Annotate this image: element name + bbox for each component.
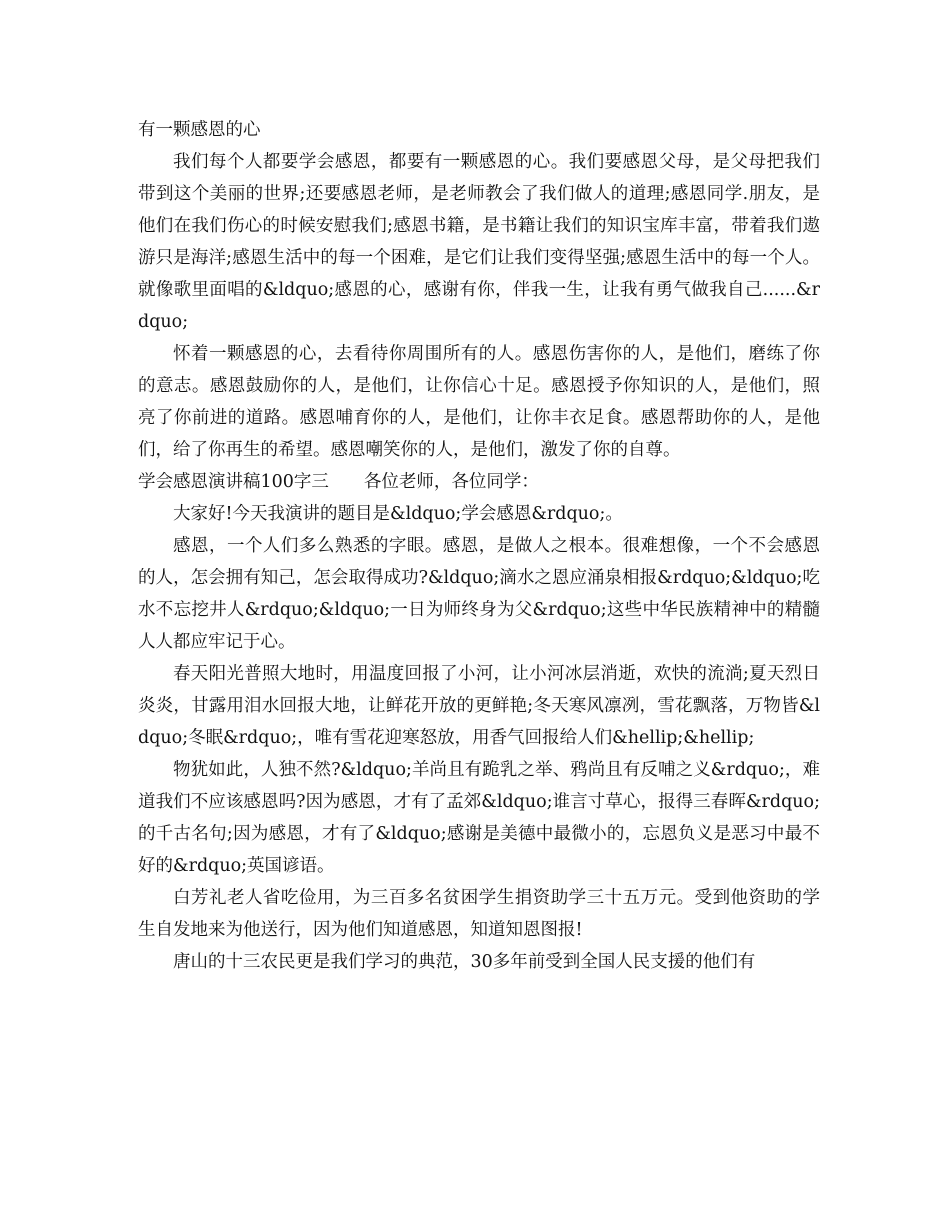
paragraph-seasons: 春天阳光普照大地时，用温度回报了小河，让小河冰层消逝，欢快的流淌;夏天烈日炎炎，甘露用泪水回报大地，让鲜花开放的更鲜艳;冬天寒风凛冽，雪花飘落，万物皆&ldquo;冬眠&rdquo;，唯有雪花迎寒怒放，用香气回报给人们&hellip;&hellip; <box>138 664 820 748</box>
paragraph-gratitude-intro: 我们每个人都要学会感恩，都要有一颗感恩的心。我们要感恩父母，是父母把我们带到这个美丽的世界;还要感恩老师，是老师教会了我们做人的道理;感恩同学.朋友，是他们在我们伤心的时候安慰我们;感恩书籍，是书籍让我们的知识宝库丰富，带着我们遨游只是海洋;感恩生活中的每一个困难，是它们让我们变得坚强;感恩生活中的每一个人。就像歌里面唱的&ldquo;感恩的心，感谢有你，伴我一生，让我有勇气做我自己......&rdquo; <box>138 152 820 332</box>
paragraph-gratitude-meaning: 感恩，一个人们多么熟悉的字眼。感恩，是做人之根本。很难想像，一个不会感恩的人，怎会拥有知己，怎会取得成功?&ldquo;滴水之恩应涌泉相报&rdquo;&ldquo;吃水不忘挖井人&rdquo;&ldquo;一日为师终身为父&rdquo;这些中华民族精神中的精髓人人都应牢记于心。 <box>138 536 820 652</box>
document-title: 有一颗感恩的心 <box>138 120 261 140</box>
paragraph-proverbs: 物犹如此，人独不然?&ldquo;羊尚且有跪乳之举、鸦尚且有反哺之义&rdquo;，难道我们不应该感恩吗?因为感恩，才有了孟郊&ldquo;谁言寸草心，报得三春晖&rdquo;的千古名句;因为感恩，才有了&ldquo;感谢是美德中最微小的，忘恩负义是恶习中最不好的&rdquo;英国谚语。 <box>138 760 820 876</box>
paragraph-bai-fangli: 白芳礼老人省吃俭用，为三百多名贫困学生捐资助学三十五万元。受到他资助的学生自发地来为他送行，因为他们知道感恩，知道知恩图报! <box>138 888 820 940</box>
paragraph-gratitude-people: 怀着一颗感恩的心，去看待你周围所有的人。感恩伤害你的人，是他们，磨练了你的意志。感恩鼓励你的人，是他们，让你信心十足。感恩授予你知识的人，是他们，照亮了你前进的道路。感恩哺育你的人，是他们，让你丰衣足食。感恩帮助你的人，是他们，给了你再生的希望。感恩嘲笑你的人，是他们，激发了你的自尊。 <box>138 344 820 460</box>
speech-heading: 学会感恩演讲稿100字三 各位老师，各位同学： <box>138 472 539 492</box>
paragraph-tangshan-farmers: 唐山的十三农民更是我们学习的典范，30多年前受到全国人民支援的他们有 <box>173 952 756 972</box>
paragraph-greeting: 大家好!今天我演讲的题目是&ldquo;学会感恩&rdquo;。 <box>173 504 623 524</box>
document-page <box>138 114 820 978</box>
